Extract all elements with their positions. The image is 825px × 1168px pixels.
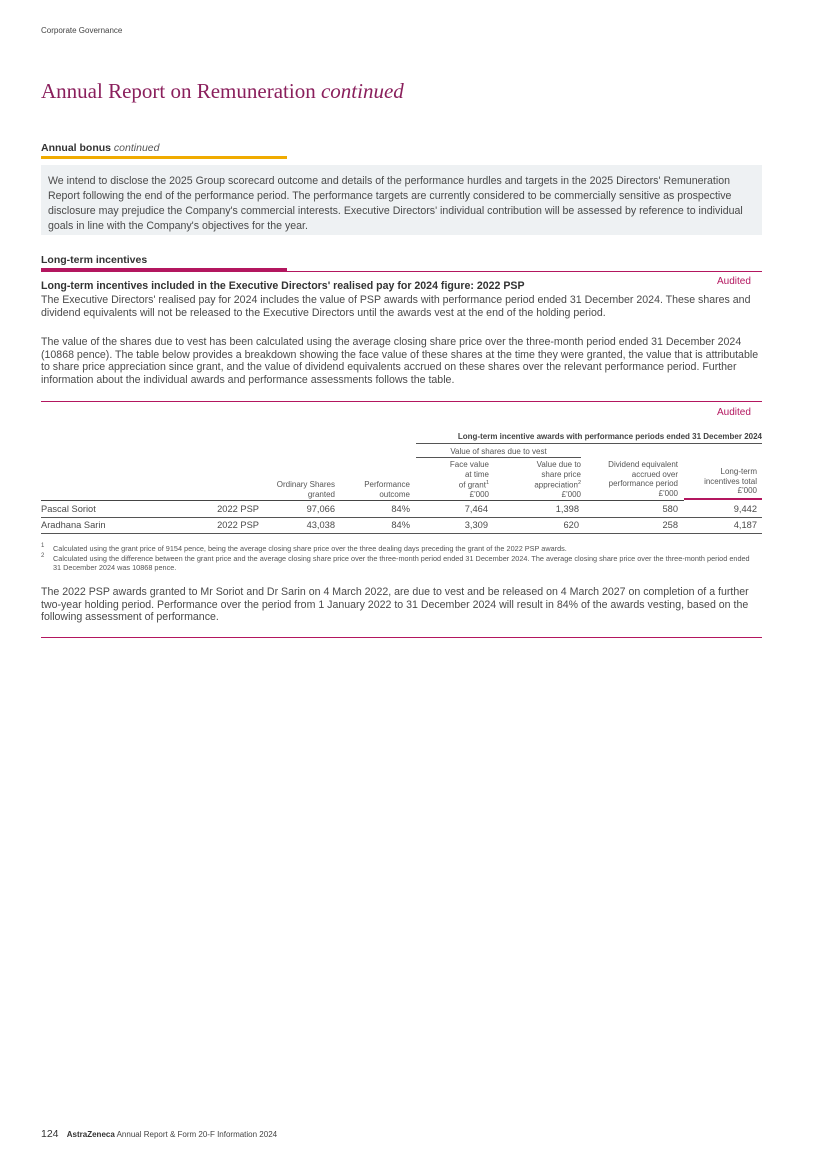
table-sub-header-line [416, 457, 581, 458]
lti-rule-top [41, 271, 762, 272]
footnote-mark: 2 [41, 553, 45, 559]
footer-doc-title: Annual Report & Form 20-F Information 2024 [116, 1130, 278, 1139]
col-header-shares: Ordinary Shares granted [276, 480, 335, 499]
table-row-line [41, 533, 762, 534]
col-header-face-text: Face value at time of grant [449, 460, 489, 490]
footnote-text: Calculated using the grant price of 9154 pence, being the average closing share price over the three dealing days preceding the grant of the 2022 PSP awards. [53, 544, 567, 553]
annual-bonus-heading-text: Annual bonus [41, 142, 111, 154]
page-title [41, 79, 404, 104]
table-total-header-accent [684, 498, 762, 500]
row-outcome: 84% [391, 504, 410, 514]
audited-label: Audited [717, 276, 751, 287]
footnote-2 [41, 554, 751, 572]
row-outcome: 84% [391, 520, 410, 530]
col-header-face-unit: £'000 [469, 490, 489, 500]
footnote-mark: 1 [41, 543, 45, 549]
row-name: Aradhana Sarin [41, 520, 106, 530]
row-total: 4,187 [733, 520, 757, 530]
footer-brand: AstraZeneca [66, 1130, 115, 1139]
row-shares: 97,066 [306, 504, 335, 514]
table-rule-top [41, 401, 762, 402]
col-header-outcome: Performance outcome [364, 480, 410, 499]
lti-paragraph-3: The 2022 PSP awards granted to Mr Soriot and Dr Sarin on 4 March 2022, are due to vest and be released on 4 March 2027 on completion of a further two-year holding period. Performance over the period from 1 January 2022 to 31 December 2024 will result in 84% of the awards vesting, based on the following assessment of performance. [41, 586, 749, 624]
annual-bonus-heading [41, 142, 159, 154]
col-header-dividend: Dividend equivalent accrued over performance period £'000 [608, 460, 678, 498]
table-audited-label: Audited [717, 407, 751, 418]
table-group-header-line [416, 443, 762, 444]
col-header-appreciation [494, 460, 581, 500]
row-face: 3,309 [464, 520, 488, 530]
lti-paragraph-1: The Executive Directors' realised pay for 2024 includes the value of PSP awards with performance period ended 31 December 2024. These shares and dividend equivalents will not be released to the Executive Directors until the awards vest at the end of the holding period. [41, 294, 751, 319]
col-header-appr-text: Value due to share price appreciation [534, 460, 581, 490]
col-header-face-sup: 1 [485, 480, 489, 487]
row-appreciation: 1,398 [555, 504, 579, 514]
row-name: Pascal Soriot [41, 504, 96, 514]
lti-heading: Long-term incentives [41, 254, 148, 266]
bonus-heading-underline [41, 156, 287, 159]
page-number: 124 [41, 1128, 59, 1140]
footnote-text: Calculated using the difference between the grant price and the average closing share price over the three-month period ended 31 December 2024. The average closing share price over the three-month period ended 31 December 2024 was 10868 pence. [53, 554, 750, 572]
col-header-total: Long-term incentives total £'000 [704, 467, 757, 496]
table-row [41, 501, 762, 517]
lti-paragraph-2: The value of the shares due to vest has been calculated using the average closing share price over the three-month period ended 31 December 2024 (10868 pence). The table below provides a breakdown showing the face value of these shares at the time they were granted, the value that is attributable to share price appreciation since grant, and the value of dividend equivalents accrued on these shares over the relevant performance period. Further information about the individual awards and performance assessments follows the table. [41, 336, 759, 386]
col-header-appr-sup: 2 [577, 480, 581, 487]
row-dividend: 580 [662, 504, 678, 514]
row-award: 2022 PSP [217, 520, 259, 530]
table-row [41, 517, 762, 533]
section-label: Corporate Governance [41, 26, 123, 35]
lti-subheading: Long-term incentives included in the Executive Directors' realised pay for 2024 figure: 2022 PSP [41, 280, 525, 292]
col-header-face-value [418, 460, 489, 500]
row-face: 7,464 [464, 504, 488, 514]
table-group-header: Long-term incentive awards with performance periods ended 31 December 2024 [457, 432, 762, 441]
table-sub-header: Value of shares due to vest [450, 447, 547, 456]
row-total: 9,442 [733, 504, 757, 514]
lti-rule-bottom [41, 637, 762, 638]
row-appreciation: 620 [563, 520, 579, 530]
row-award: 2022 PSP [217, 504, 259, 514]
page-footer [41, 1128, 277, 1140]
bonus-text-box [41, 165, 762, 235]
row-dividend: 258 [662, 520, 678, 530]
row-shares: 43,038 [306, 520, 335, 530]
page-title-main: Annual Report on Remuneration [41, 79, 316, 103]
page-title-continued: continued [320, 79, 404, 103]
bonus-text: We intend to disclose the 2025 Group scorecard outcome and details of the performance hurdles and targets in the 2025 Directors' Remuneration Report following the end of the performance period. The performance targets are currently considered to be commercially sensitive as prospective disclosure may prejudice the Company's commercial interests. Executive Directors' individual contribution will be assessed by reference to individual goals in line with the Company's objectives for the year. [48, 175, 743, 232]
col-header-appr-unit: £'000 [561, 490, 581, 500]
footnote-1 [41, 544, 751, 553]
annual-bonus-heading-continued: continued [113, 142, 160, 154]
